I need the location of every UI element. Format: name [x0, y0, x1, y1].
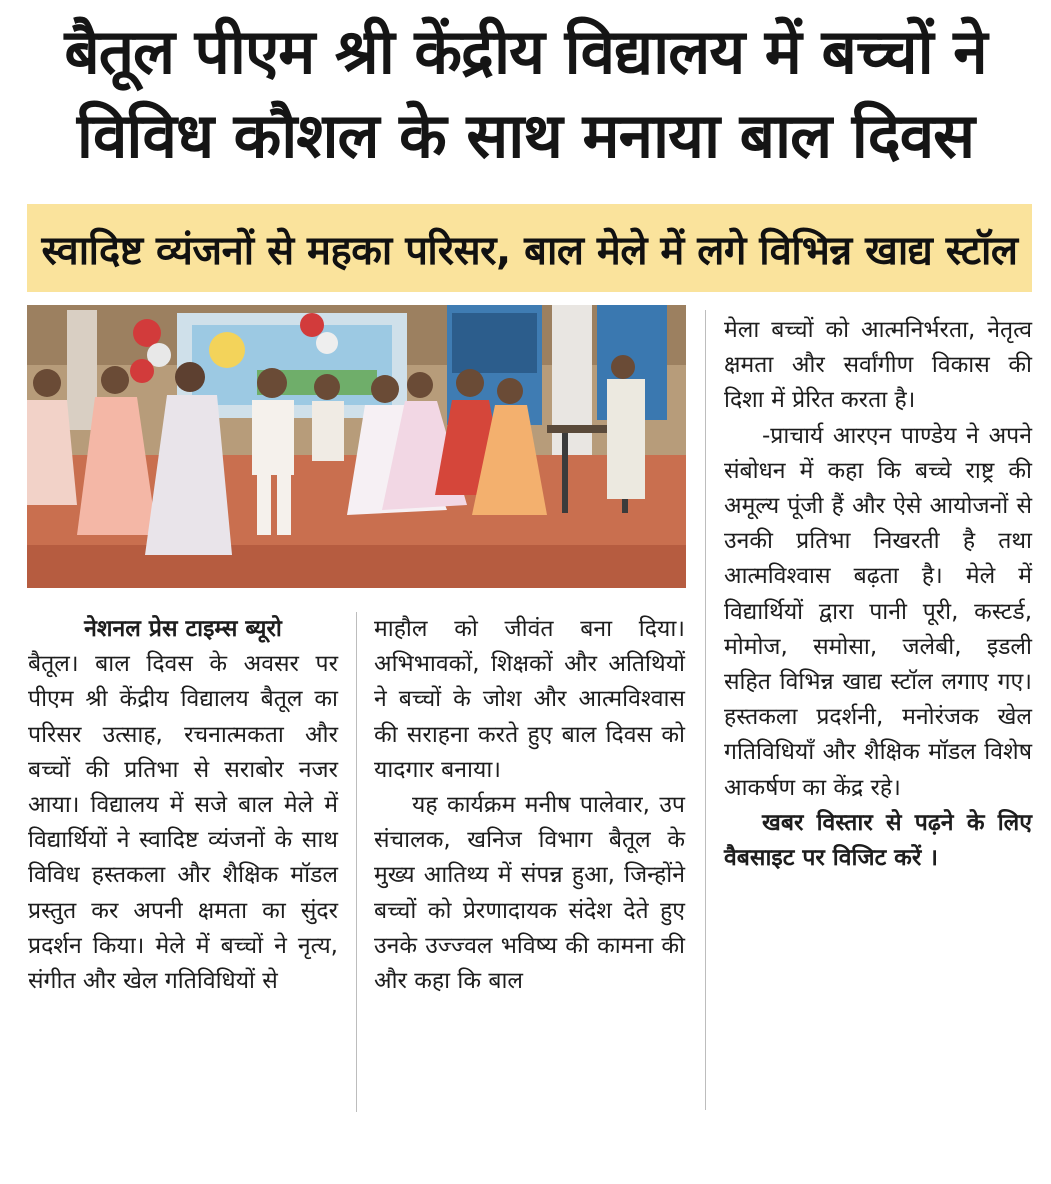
headline-line-2: विविध कौशल के साथ मनाया बाल दिवस [76, 99, 975, 172]
subheadline-text: स्वादिष्ट व्यंजनों से महका परिसर, बाल मेले में लगे विभिन्न खाद्य स्टॉल [41, 227, 1018, 274]
article-paragraph: माहौल को जीवंत बना दिया। अभिभावकों, शिक्षकों और अतिथियों ने बच्चों के जोश और आत्मविश्वास की सराहना करते हुए बाल दिवस को यादगार बनाया। [374, 616, 685, 783]
website-cta: खबर विस्तार से पढ़ने के लिए वैबसाइट पर विजिट करें । [724, 809, 1032, 872]
column-divider [356, 612, 357, 1112]
article-column-3 [724, 313, 1032, 876]
byline: नेशनल प्रेस टाइम्स ब्यूरो [84, 616, 282, 642]
article-column-1 [28, 612, 338, 999]
headline-line-1: बैतूल पीएम श्री केंद्रीय विद्यालय में बच्चों ने [64, 15, 987, 88]
article-paragraph: -प्राचार्य आरएन पाण्डेय ने अपने संबोधन में कहा कि बच्चे राष्ट्र की अमूल्य पूंजी हैं और ऐसे आयोजनों से उनकी प्रतिभा निखरती है तथा आत्मविश्वास बढ़ता है। मेले में विद्यार्थियों द्वारा पानी पूरी, कस्टर्ड, मोमोज, समोसा, जलेबी, इडली सहित विभिन्न खाद्य स्टॉल लगाए गए। हस्तकला प्रदर्शनी, मनोरंजक खेल गतिविधियाँ और शैक्षिक मॉडल विशेष आकर्षण का केंद्र रहे। [724, 422, 1032, 801]
headline [20, 10, 1031, 178]
subheadline-banner [27, 204, 1032, 292]
article-paragraph: बैतूल। बाल दिवस के अवसर पर पीएम श्री केंद्रीय विद्यालय बैतूल का परिसर उत्साह, रचनात्मकता और बच्चों की प्रतिभा से सराबोर नजर आया। विद्यालय में सजे बाल मेले में विद्यार्थियों ने स्वादिष्ट व्यंजनों के साथ विविध हस्तकला और शैक्षिक मॉडल प्रस्तुत कर अपनी क्षमता का सुंदर प्रदर्शन किया। मेले में बच्चों ने नृत्य, संगीत और खेल गतिविधियों से [28, 651, 338, 995]
article-paragraph: यह कार्यक्रम मनीष पालेवार, उप संचालक, खनिज विभाग बैतूल के मुख्य आतिथ्य में संपन्न हुआ, जिन्होंने बच्चों को प्रेरणादायक संदेश देते हुए उनके उज्ज्वल भविष्य की कामना की और कहा कि बाल [374, 792, 685, 995]
article-paragraph: मेला बच्चों को आत्मनिर्भरता, नेतृत्व क्षमता और सर्वांगीण विकास की दिशा में प्रेरित करता है। [724, 317, 1032, 414]
news-photo [27, 305, 686, 588]
article-column-2 [374, 612, 685, 999]
photo-children-dancing-icon [27, 305, 686, 588]
column-divider [705, 310, 706, 1110]
